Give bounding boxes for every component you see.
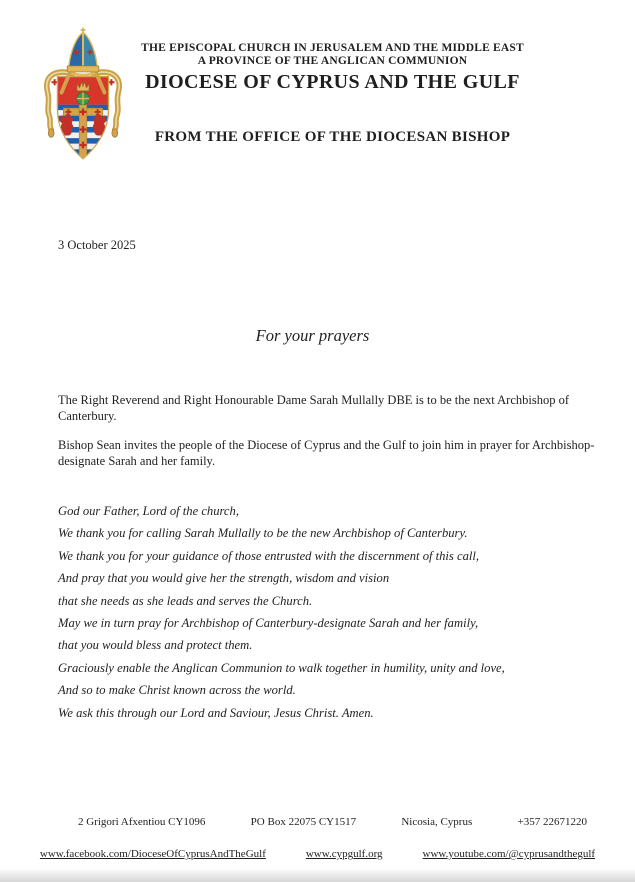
org-name-line2: A PROVINCE OF THE ANGLICAN COMMUNION: [197, 55, 468, 67]
body-line: designate Sarah and her family.: [58, 453, 216, 468]
body-line: Bishop Sean invites the people of the Diocese of Cyprus and the Gulf to join him in prayer for Archbishop-: [58, 438, 595, 453]
diocese-title: DIOCESE OF CYPRUS AND THE GULF: [145, 71, 520, 93]
prayer-line: May we in turn pray for Archbishop of Canterbury-designate Sarah and her family,: [58, 616, 479, 631]
prayer-line: that you would bless and protect them.: [58, 638, 253, 653]
letter-subject: For your prayers: [255, 326, 370, 345]
footer-phone: +357 22671220: [517, 816, 587, 828]
footer-address-row: [78, 816, 587, 828]
paragraph-announcement: [58, 393, 595, 424]
prayer-line: And so to make Christ known across the world.: [58, 683, 296, 698]
footer-city: Nicosia, Cyprus: [401, 816, 473, 828]
prayer-line: that she needs as she leads and serves the Church.: [58, 593, 313, 608]
footer-po-box: PO Box 22075 CY1517: [250, 816, 357, 828]
youtube-link[interactable]: www.youtube.com/@cyprusandthegulf: [422, 848, 596, 860]
page-bottom-shadow: [0, 868, 635, 882]
prayer-line: We thank you for your guidance of those entrusted with the discernment of this call,: [58, 548, 480, 563]
body-line: Canterbury.: [58, 408, 117, 423]
prayer-line: Graciously enable the Anglican Communion to walk together in humility, unity and love,: [58, 660, 505, 675]
footer-links-row: [0, 848, 635, 860]
body-line: The Right Reverend and Right Honourable Dame Sarah Mullally DBE is to be the next Archbishop of: [58, 393, 570, 407]
facebook-link[interactable]: www.facebook.com/DioceseOfCyprusAndTheGulf: [39, 848, 266, 860]
paragraph-invitation: [58, 438, 595, 469]
footer-street-address: 2 Grigori Afxentiou CY1096: [78, 816, 206, 828]
prayer-line: We ask this through our Lord and Saviour, Jesus Christ. Amen.: [58, 705, 374, 720]
letter-date: 3 October 2025: [58, 238, 136, 252]
letter-body: [58, 393, 595, 483]
org-name-line1: THE EPISCOPAL CHURCH IN JERUSALEM AND THE MIDDLE EAST: [141, 42, 524, 54]
prayer-line: God our Father, Lord of the church,: [58, 504, 239, 518]
prayer-text: [58, 500, 605, 724]
office-line: FROM THE OFFICE OF THE DIOCESAN BISHOP: [154, 129, 511, 145]
prayer-line: We thank you for calling Sarah Mullally to be the new Archbishop of Canterbury.: [58, 526, 468, 541]
prayer-line: And pray that you would give her the strength, wisdom and vision: [58, 571, 390, 586]
website-link[interactable]: www.cypgulf.org: [305, 848, 383, 860]
